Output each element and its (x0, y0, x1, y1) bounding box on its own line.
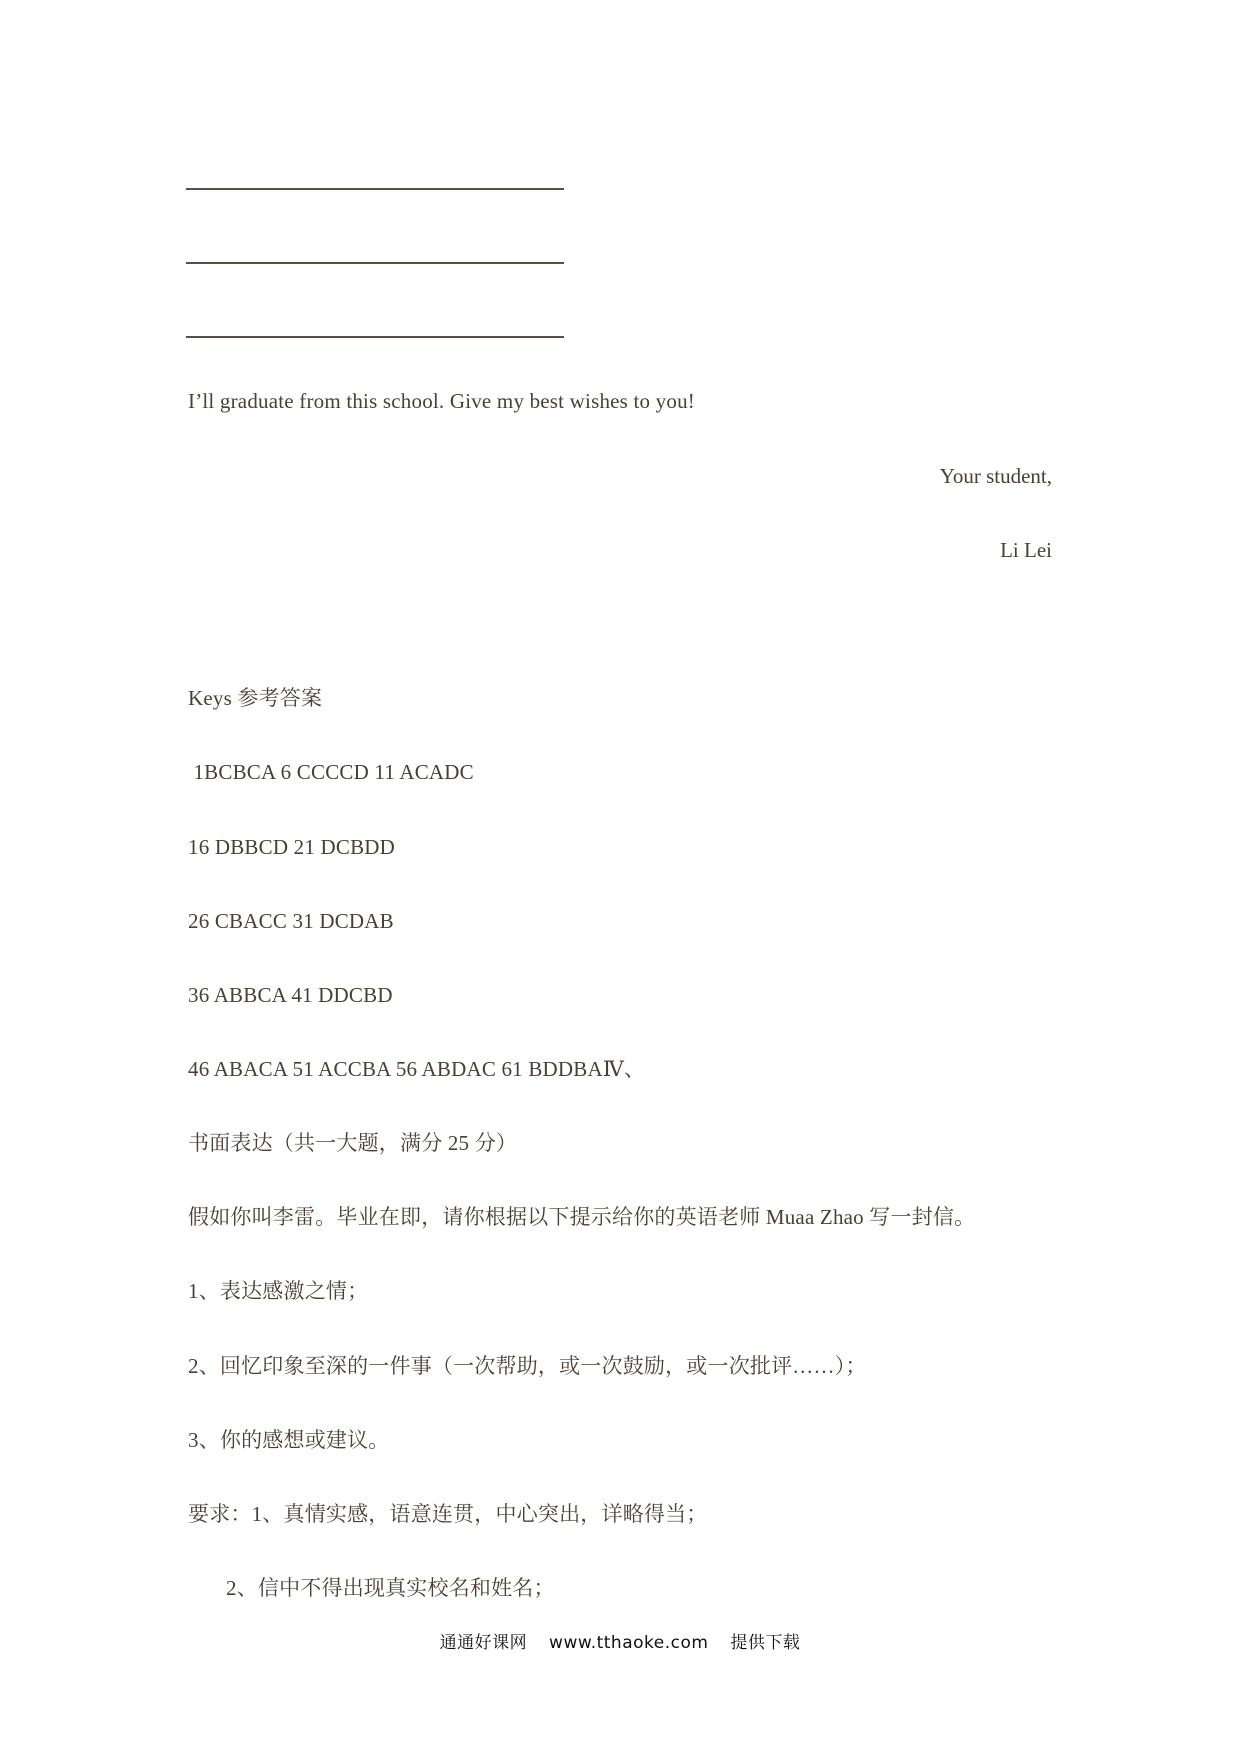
writing-requirement: 要求：1、真情实感，语意连贯，中心突出，详略得当； (188, 1502, 708, 1526)
page-footer (0, 1628, 1240, 1653)
answer-blank-line-2 (186, 262, 564, 264)
writing-prompt: 假如你叫李雷。毕业在即，请你根据以下提示给你的英语老师 Muaa Zhao 写一封信。 (188, 1205, 976, 1229)
keys-row: 46 ABACA 51 ACCBA 56 ABDAC 61 BDDBAⅣ、 (188, 1057, 646, 1081)
letter-closing-line: I’ll graduate from this school. Give my best wishes to you! (188, 389, 695, 413)
letter-sign-off: Your student, (939, 464, 1052, 488)
writing-section-title: 书面表达（共一大题，满分 25 分） (188, 1131, 518, 1155)
answer-blank-line-1 (186, 188, 564, 190)
keys-row: 26 CBACC 31 DCDAB (188, 909, 394, 933)
keys-row: 36 ABBCA 41 DDCBD (188, 983, 393, 1007)
writing-point: 2、回忆印象至深的一件事（一次帮助，或一次鼓励，或一次批评……）； (188, 1354, 867, 1378)
writing-requirement: 2、信中不得出现真实校名和姓名； (226, 1576, 555, 1600)
letter-signature: Li Lei (1000, 538, 1052, 562)
writing-point: 3、你的感想或建议。 (188, 1428, 390, 1452)
footer-note: 提供下载 (730, 1633, 801, 1653)
footer-url[interactable]: www.tthaoke.com (549, 1633, 709, 1653)
answer-blank-line-3 (186, 336, 564, 338)
keys-row: 16 DBBCD 21 DCBDD (188, 835, 396, 859)
keys-row: 1BCBCA 6 CCCCD 11 ACADC (188, 760, 474, 784)
keys-heading: Keys 参考答案 (188, 686, 323, 710)
writing-point: 1、表达感激之情； (188, 1279, 369, 1303)
footer-site-name: 通通好课网 (439, 1633, 528, 1653)
